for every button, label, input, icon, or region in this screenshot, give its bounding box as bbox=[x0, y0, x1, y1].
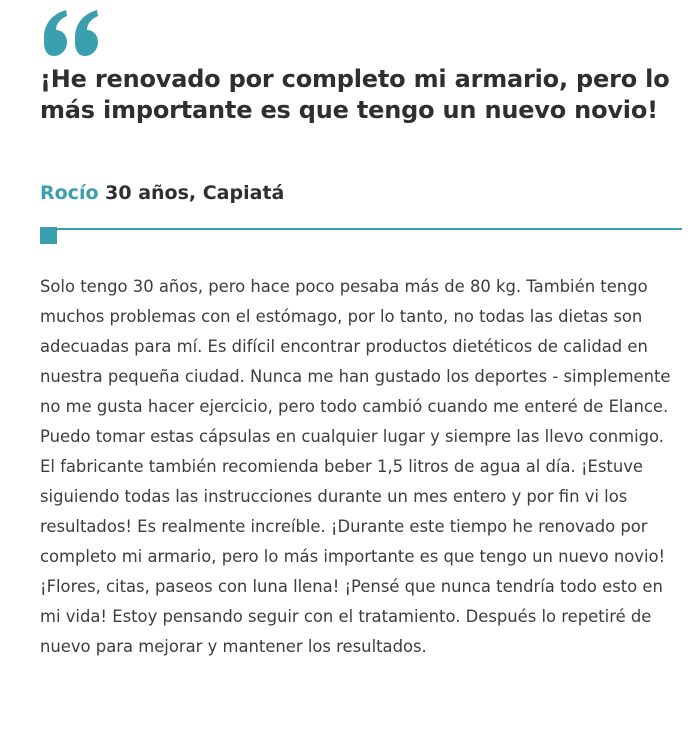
testimonial-author bbox=[40, 180, 284, 206]
author-details: 30 años, Capiatá bbox=[105, 182, 285, 204]
author-name: Rocío bbox=[40, 182, 99, 204]
section-divider bbox=[40, 227, 682, 244]
divider-line bbox=[40, 228, 682, 230]
testimonial-headline: ¡He renovado por completo mi armario, pero lo más importante es que tengo un nuevo novio! bbox=[40, 65, 670, 124]
quote-open-icon bbox=[40, 10, 102, 56]
divider-square-marker bbox=[40, 227, 57, 244]
testimonial-body: Solo tengo 30 años, pero hace poco pesaba más de 80 kg. También tengo muchos problemas con el estómago, por lo tanto, no todas las dietas son adecuadas para mí. Es difícil encontrar productos dietéticos de calidad en nuestra pequeña ciudad. Nunca me han gustado los deportes - simplemente no me gusta hacer ejercicio, pero todo cambió cuando me enteré de Elance. Puedo tomar estas cápsulas en cualquier lugar y siempre las llevo conmigo. El fabricante también recomienda beber 1,5 litros de agua al día. ¡Estuve siguiendo todas las instrucciones durante un mes entero y por fin vi los resultados! Es realmente increíble. ¡Durante este tiempo he renovado por completo mi armario, pero lo más importante es que tengo un nuevo novio! ¡Flores, citas, paseos con luna llena! ¡Pensé que nunca tendría todo esto en mi vida! Estoy pensando seguir con el tratamiento. Después lo repetiré de nuevo para mejorar y mantener los resultados. bbox=[40, 277, 671, 656]
